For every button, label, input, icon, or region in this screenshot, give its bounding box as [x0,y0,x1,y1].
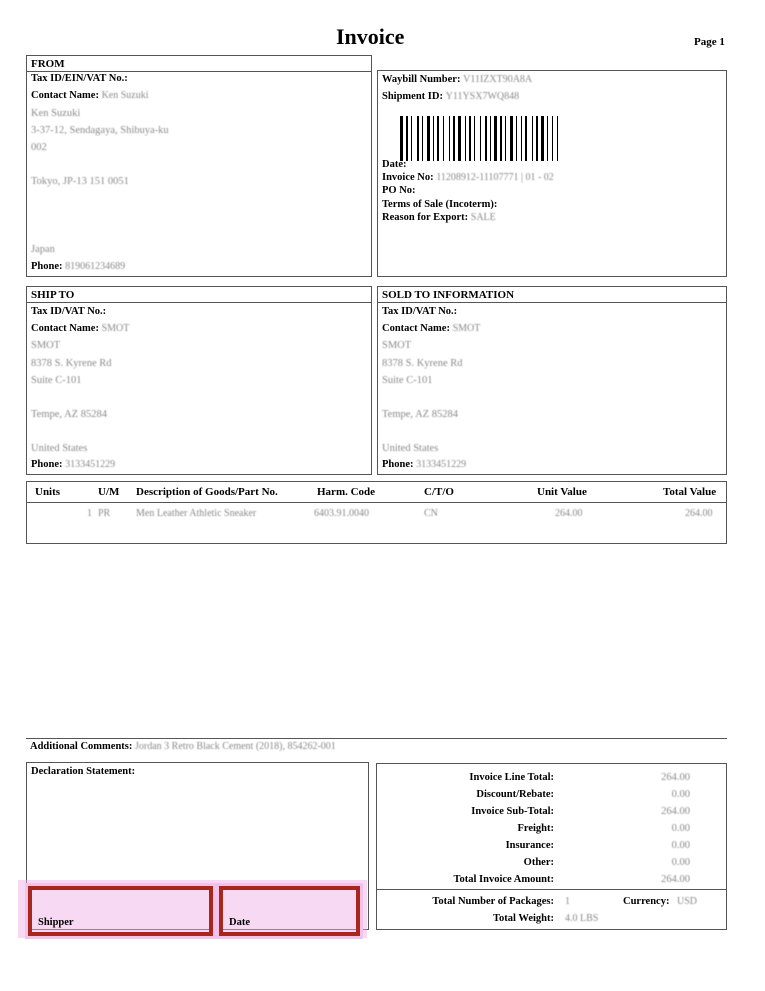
barcode-bar [494,116,497,161]
barcode-bar [482,116,484,161]
ship-to-company: SMOT [31,340,61,351]
barcode-bar [523,116,524,161]
barcode-bar [547,116,548,161]
row-harm-code: 6403.91.0040 [314,508,369,519]
po-label: PO No: [382,185,416,196]
ship-to-address2: Suite C-101 [31,375,82,386]
barcode-bar [404,116,405,161]
from-title: FROM [27,56,371,72]
date-signature-box[interactable] [219,886,360,936]
waybill-value: V11IZXT90A8A [463,74,533,85]
barcode-bar [528,116,531,161]
barcode-bar [549,116,551,161]
barcode-bar [465,116,466,161]
currency-label: Currency: [623,896,670,907]
barcode-bar [411,116,412,161]
from-contact-label: Contact Name: [31,90,99,101]
from-address1: 3-37-12, Sendagaya, Shibuya-ku [31,125,169,136]
sold-to-contact-label: Contact Name: [382,323,450,334]
reason-label: Reason for Export: [382,212,469,223]
barcode-bar [431,116,432,161]
ship-to-country: United States [31,443,88,454]
barcode-bar [456,116,457,161]
from-country: Japan [31,244,55,255]
sold-to-city: Tempe, AZ 85284 [382,409,458,420]
barcode-bar [510,116,513,161]
col-total-value: Total Value [663,486,717,498]
barcode-bar [552,116,553,161]
total-amount-value: 264.00 [661,874,690,885]
from-contact-value: Ken Suzuki [101,90,149,101]
barcode-bar [525,116,527,161]
total-amount-label: Total Invoice Amount: [453,874,554,885]
sold-to-phone-label: Phone: [382,459,414,470]
barcode-bar [498,116,499,161]
ship-to-section [26,286,372,475]
barcode-bar [545,116,546,161]
shipment-section [377,70,727,277]
barcode-bar [458,116,461,161]
barcode-bar [505,116,506,161]
ship-to-phone-label: Phone: [31,459,63,470]
barcode-bar [518,116,520,161]
from-section [26,55,372,277]
ship-to-title: SHIP TO [27,287,371,303]
sold-to-address1: 8378 S. Kyrene Rd [382,358,463,369]
col-units: Units [35,486,61,498]
shipper-label: Shipper [38,917,74,928]
barcode-bar [440,116,442,161]
invoice-no-label: Invoice No: [382,172,434,183]
barcode-bar [469,116,471,161]
barcode-image [400,116,636,161]
currency-value: USD [677,896,698,907]
ship-to-address1: 8378 S. Kyrene Rd [31,358,112,369]
shipper-signature-box[interactable] [28,886,213,936]
barcode-bar [485,116,487,161]
barcode-bar [500,116,502,161]
barcode-bar [427,116,430,161]
row-description: Men Leather Athletic Sneaker [136,508,257,519]
comments-value: Jordan 3 Retro Black Cement (2018), 854262-001 [135,741,336,752]
barcode-bar [453,116,455,161]
sold-to-company: SMOT [382,340,412,351]
insurance-value: 0.00 [671,840,690,851]
barcode-bar [462,116,464,161]
sold-to-section [377,286,727,475]
signature-date-label: Date [229,917,250,928]
sold-to-tax-label: Tax ID/VAT No.: [382,306,458,317]
shipment-id-value: Y11YSX7WQ848 [445,91,520,102]
subtotal-label: Invoice Sub-Total: [471,806,554,817]
ship-to-city: Tempe, AZ 85284 [31,409,107,420]
from-phone-value: 819061234689 [65,261,126,272]
items-table [26,481,727,544]
terms-label: Terms of Sale (Incoterm): [382,199,498,210]
from-address2: 002 [31,142,47,153]
row-unit-value: 264.00 [555,508,583,519]
barcode-bar [406,116,408,161]
barcode-bar [534,116,535,161]
barcode-bar [532,116,533,161]
date-label: Date: [382,159,407,170]
barcode-bar [541,116,544,161]
barcode-bar [467,116,468,161]
ship-to-tax-label: Tax ID/VAT No.: [31,306,107,317]
reason-value: SALE [470,212,496,223]
barcode-bar [451,116,452,161]
from-city: Tokyo, JP-13 151 0051 [31,176,129,187]
from-tax-label: Tax ID/EIN/VAT No.: [31,73,128,84]
barcode-bar [554,116,556,161]
ship-to-contact-label: Contact Name: [31,323,99,334]
barcode-bar [503,116,504,161]
invoice-title: Invoice [336,24,405,49]
comments-label: Additional Comments: [30,741,133,752]
barcode-bar [400,116,403,161]
line-total-label: Invoice Line Total: [469,772,554,783]
from-company: Ken Suzuki [31,108,81,119]
barcode-bar [424,116,426,161]
sold-to-address2: Suite C-101 [382,375,433,386]
barcode-bar [413,116,416,161]
barcode-bar [435,116,436,161]
barcode-bar [557,116,558,161]
other-label: Other: [523,857,554,868]
col-unit-value: Unit Value [537,486,587,498]
sold-to-contact-value: SMOT [452,323,481,334]
from-phone-label: Phone: [31,261,63,272]
declaration-label: Declaration Statement: [31,766,136,777]
row-um: PR [98,508,111,519]
barcode-bar [539,116,540,161]
weight-value: 4.0 LBS [565,913,599,924]
subtotal-value: 264.00 [661,806,690,817]
weight-label: Total Weight: [493,913,554,924]
discount-label: Discount/Rebate: [476,789,554,800]
barcode-bar [476,116,479,161]
barcode-bar [420,116,421,161]
row-cto: CN [424,508,438,519]
row-total-value: 264.00 [685,508,713,519]
barcode-bar [443,116,444,161]
barcode-bar [417,116,419,161]
barcode-bar [433,116,434,161]
barcode-bar [449,116,450,161]
sold-to-phone-value: 3133451229 [416,459,467,470]
barcode-bar [490,116,491,161]
insurance-label: Insurance: [505,840,554,851]
totals-section [376,763,727,930]
ship-to-contact-value: SMOT [101,323,130,334]
packages-value: 1 [565,896,570,907]
barcode-bar [507,116,509,161]
barcode-bar [559,116,562,161]
barcode-bar [422,116,423,161]
barcode-bar [488,116,489,161]
other-value: 0.00 [671,857,690,868]
col-description: Description of Goods/Part No. [136,486,278,498]
barcode-bar [516,116,517,161]
ship-to-phone-value: 3133451229 [65,459,116,470]
packages-label: Total Number of Packages: [432,896,554,907]
barcode-bar [521,116,522,161]
barcode-bar [492,116,493,161]
shipment-id-label: Shipment ID: [382,91,443,102]
barcode-bar [437,116,439,161]
barcode-bar [445,116,448,161]
barcode-bar [472,116,473,161]
row-units: 1 [87,508,92,519]
col-harm-code: Harm. Code [317,486,376,498]
waybill-label: Waybill Number: [382,74,461,85]
barcode-bar [409,116,410,161]
comments-row [30,741,336,752]
barcode-bar [474,116,475,161]
freight-value: 0.00 [671,823,690,834]
line-total-value: 264.00 [661,772,690,783]
freight-label: Freight: [517,823,554,834]
discount-value: 0.00 [671,789,690,800]
barcode-bar [514,116,515,161]
sold-to-country: United States [382,443,439,454]
col-cto: C/T/O [424,486,454,498]
barcode-bar [536,116,538,161]
barcode-bar [480,116,481,161]
page-number: Page 1 [694,36,725,48]
sold-to-title: SOLD TO INFORMATION [378,287,726,303]
col-um: U/M [98,486,120,498]
invoice-no-value: 11208912-11107771 | 01 - 02 [436,172,554,183]
